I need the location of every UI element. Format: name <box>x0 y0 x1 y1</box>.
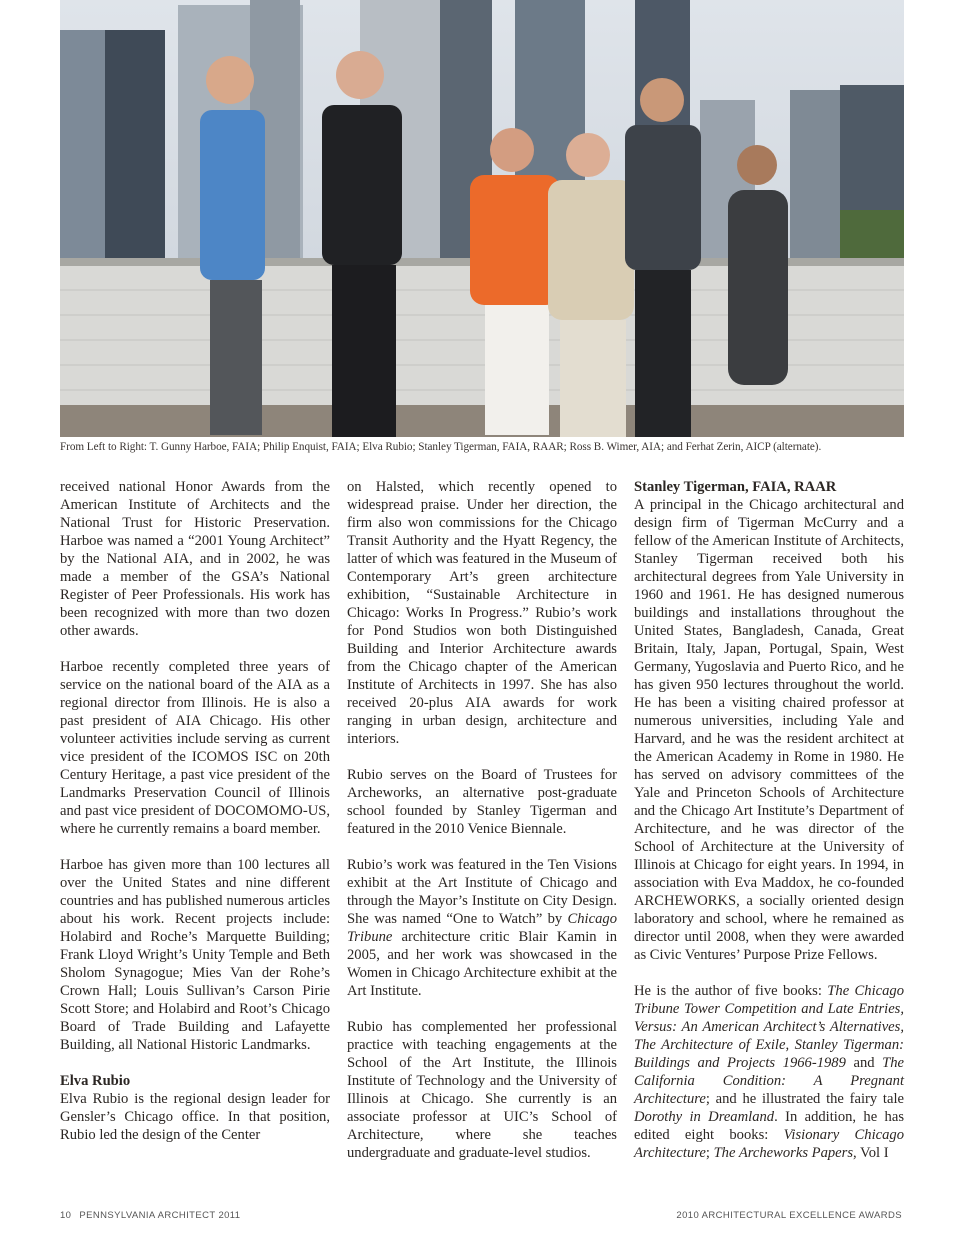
paragraph <box>347 856 617 1000</box>
paragraph: Harboe recently completed three years of service on the national board of the AIA as a regional director from Illinois. He is also a past president of AIA Chicago. His other volunteer activities include serving as current vice president of the ICOMOS ISC on 20th Century Heritage, a past vice president of the Landmarks Preservation Council of Illinois and past vice president of DOCOMOMO-US, where he currently remains a board member. <box>60 659 330 837</box>
text-run: and <box>845 1055 883 1071</box>
paragraph <box>634 982 904 1162</box>
text-run: Rubio’s work was featured in the Ten Visions exhibit at the Art Institute of Chicago and through the Mayor’s Institute on City Design. She was named “One to Watch” by <box>347 857 617 927</box>
text-column-3 <box>634 478 904 1180</box>
footer-left <box>60 1210 240 1221</box>
page-number: 10 <box>60 1210 72 1221</box>
book-title: Dorothy in Dreamland <box>634 1109 775 1125</box>
section-heading-elva-rubio: Elva Rubio <box>60 1073 131 1089</box>
group-photo-icon <box>60 0 904 437</box>
publication-name: PENNSYLVANIA ARCHITECT 2011 <box>79 1210 241 1221</box>
book-title: The Archeworks Papers <box>713 1145 854 1161</box>
book-titles: The Chicago Tribune Tower Competition and Late Entries, Versus: An American Architect’s Alternatives, The Architecture of Exile, Stanley Tigerman: Buildings and Projects 1966-1989 <box>634 983 905 1071</box>
paragraph: Rubio serves on the Board of Trustees for Archeworks, an alternative post-graduate school founded by Stanley Tigerman and featured in the 2010 Venice Biennale. <box>347 767 617 837</box>
footer-section-title: 2010 ARCHITECTURAL EXCELLENCE AWARDS <box>676 1210 902 1221</box>
paragraph: Elva Rubio is the regional design leader for Gensler’s Chicago office. In that position, Rubio led the design of the Center <box>60 1091 330 1143</box>
paragraph: Harboe has given more than 100 lectures all over the United States and nine different countries and has published numerous articles about his work. Recent projects include: Holabird and Roche’s Marquette Building; Frank Lloyd Wright’s Unity Temple and Beth Sholom Synagogue; Mies Van der Rohe’s Crown Hall; Louis Sullivan’s Carson Pirie Scott Store; and Holabird and Root’s Chicago Board of Trade Building and Lafayette Building, all National Historic Landmarks. <box>60 857 330 1053</box>
text-run: architecture critic Blair Kamin in 2005, and her work was showcased in the Women in Chicago Architecture exhibit at the Art Institute. <box>347 929 617 999</box>
text-column-1 <box>60 478 330 1162</box>
book-title: The California Condition: A Pregnant Architecture <box>634 1055 904 1107</box>
section-heading-stanley-tigerman: Stanley Tigerman, FAIA, RAAR <box>634 479 837 495</box>
text-run: . In addition, he has edited eight books: <box>634 1109 904 1143</box>
book-title: Visionary Chicago Architecture <box>634 1127 904 1161</box>
paragraph: on Halsted, which recently opened to widespread praise. Under her direction, the firm also won commissions for the Chicago Transit Authority and the Hyatt Regency, the latter of which was featured in the Museum of Contemporary Art’s green architecture exhibition, “Sustainable Architecture in Chicago: Works In Progress.” Rubio’s work for Pond Studios won both Distinguished Building and Interior Architecture awards from the Chicago chapter of the American Institute of Architects in 1997. She has also received 20-plus AIA awards for work ranging in urban design, architecture and interiors. <box>347 479 617 747</box>
text-run: ; and he illustrated the fairy tale <box>705 1091 904 1107</box>
paragraph: Rubio has complemented her professional practice with teaching engagements at the School of the Art Institute, the Illinois Institute of Technology and the University of Illinois at Chicago. She currently is an associate professor at UIC’s School of Architecture, where she teaches undergraduate and graduate-level studios. <box>347 1019 617 1161</box>
paragraph: A principal in the Chicago architectural and design firm of Tigerman McCurry and a fellow of the American Institute of Architects, Stanley Tigerman received both his architectural degrees from Yale University in 1960 and 1961. He has designed numerous buildings and installations throughout the United States, Bangladesh, Canada, Great Britain, Italy, Japan, Portugal, Spain, West Germany, Yugoslavia and Puerto Rico, and he has given 950 lectures throughout the world. He has been a visiting chaired professor at numerous universities, including Yale and Harvard, and he was the resident architect at the American Academy in Rome in 1980. He has served on advisory committees of the Yale and Princeton Schools of Architecture and the Chicago Art Institute’s Department of Architecture, and he was director of the School of Architecture at the University of Illinois at Chicago for eight years. In 1994, in association with Eva Maddox, he co-founded ARCHEWORKS, a socially oriented design laboratory and school, where he remained as director until 2008, when they were awarded as Civic Ventures’ Purpose Prize Fellows. <box>634 497 904 963</box>
paragraph: received national Honor Awards from the American Institute of Architects and the National Trust for Historic Preservation. Harboe was named a “2001 Young Architect” by the National AIA, and in 2002, he was made a member of the GSA’s National Register of Peer Professionals. His work has been recognized with more than two dozen other awards. <box>60 479 330 639</box>
text-run: ; <box>705 1145 714 1161</box>
group-photo <box>60 0 904 437</box>
publication-title: Chicago Tribune <box>347 911 617 945</box>
photo-caption: From Left to Right: T. Gunny Harboe, FAIA; Philip Enquist, FAIA; Elva Rubio; Stanley Tigerman, FAIA, RAAR; Ross B. Wimer, AIA; and Ferhat Zerin, AICP (alternate). <box>60 441 822 453</box>
text-run: , Vol I <box>853 1145 889 1161</box>
text-column-2 <box>347 478 617 1180</box>
text-run: He is the author of five books: <box>634 983 828 999</box>
